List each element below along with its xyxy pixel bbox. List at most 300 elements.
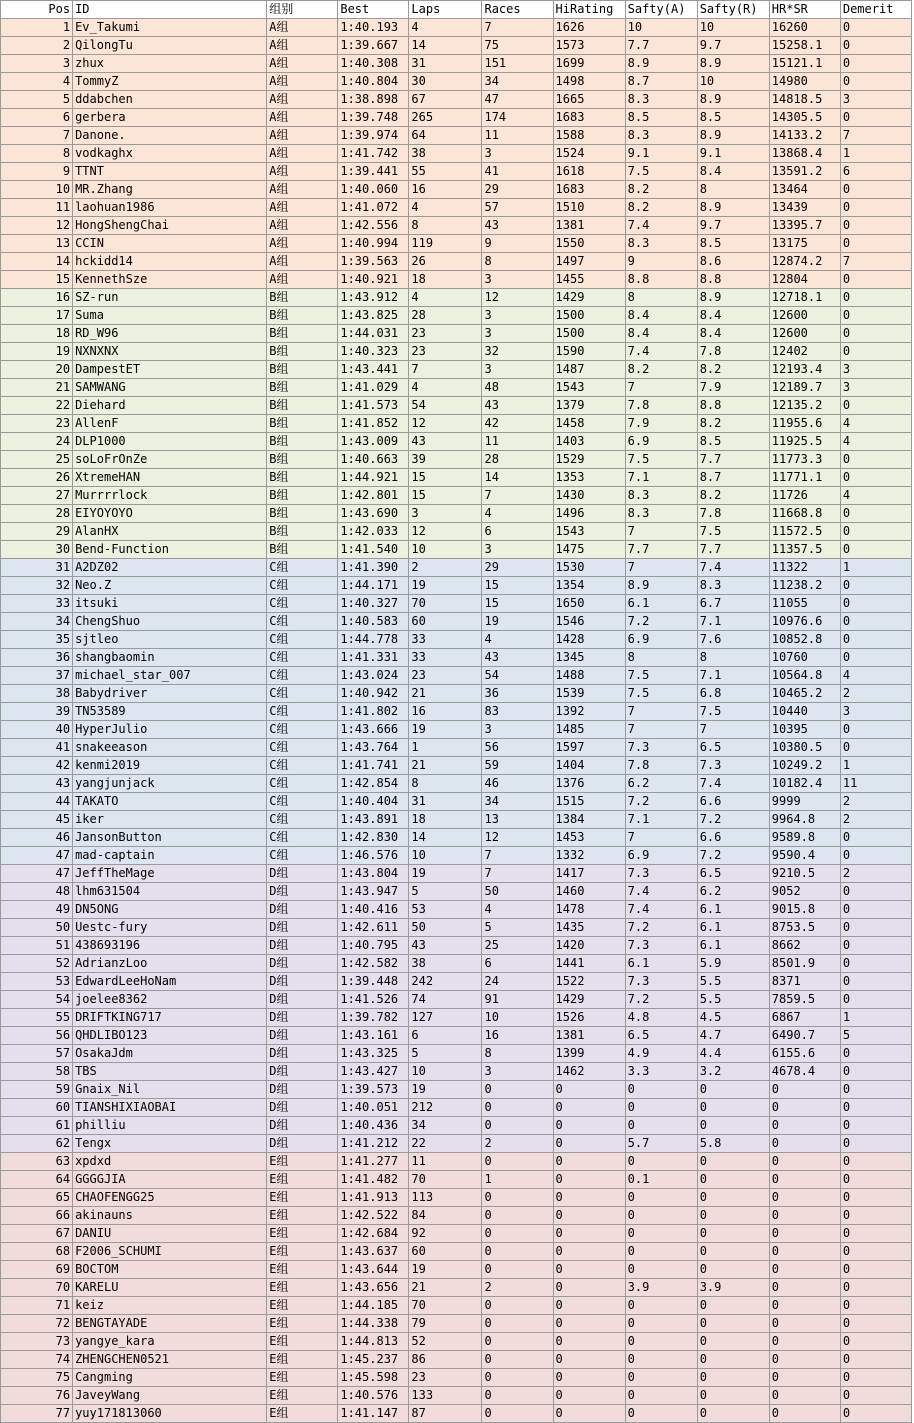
laps-cell[interactable]: 38 (409, 145, 482, 163)
hirating-cell[interactable]: 1573 (553, 37, 625, 55)
hirating-cell[interactable]: 1399 (553, 1045, 625, 1063)
best-cell[interactable]: 1:41.802 (338, 703, 409, 721)
hirating-cell[interactable]: 0 (553, 1315, 625, 1333)
group-cell[interactable]: A组 (267, 163, 338, 181)
pos-cell[interactable]: 53 (1, 973, 73, 991)
group-cell[interactable]: B组 (267, 289, 338, 307)
hirating-cell[interactable]: 1665 (553, 91, 625, 109)
races-cell[interactable]: 8 (482, 1045, 553, 1063)
id-cell[interactable]: TN53589 (73, 703, 267, 721)
demerit-cell[interactable]: 0 (840, 991, 911, 1009)
laps-cell[interactable]: 2 (409, 559, 482, 577)
best-cell[interactable]: 1:43.644 (338, 1261, 409, 1279)
races-cell[interactable]: 0 (482, 1225, 553, 1243)
hirating-cell[interactable]: 1332 (553, 847, 625, 865)
safety-a-cell[interactable]: 0 (625, 1207, 697, 1225)
id-cell[interactable]: TommyZ (73, 73, 267, 91)
pos-cell[interactable]: 64 (1, 1171, 73, 1189)
hirating-cell[interactable]: 0 (553, 1297, 625, 1315)
hirating-cell[interactable]: 1430 (553, 487, 625, 505)
safety-a-cell[interactable]: 0 (625, 1243, 697, 1261)
laps-cell[interactable]: 113 (409, 1189, 482, 1207)
group-cell[interactable]: E组 (267, 1315, 338, 1333)
id-cell[interactable]: AlanHX (73, 523, 267, 541)
best-cell[interactable]: 1:43.891 (338, 811, 409, 829)
safety-a-cell[interactable]: 6.9 (625, 631, 697, 649)
group-cell[interactable]: C组 (267, 595, 338, 613)
laps-cell[interactable]: 23 (409, 343, 482, 361)
races-cell[interactable]: 0 (482, 1261, 553, 1279)
best-cell[interactable]: 1:43.947 (338, 883, 409, 901)
best-cell[interactable]: 1:43.764 (338, 739, 409, 757)
pos-cell[interactable]: 17 (1, 307, 73, 325)
best-cell[interactable]: 1:43.024 (338, 667, 409, 685)
pos-cell[interactable]: 4 (1, 73, 73, 91)
pos-cell[interactable]: 61 (1, 1117, 73, 1135)
demerit-cell[interactable]: 0 (840, 1405, 911, 1423)
hr-sr-cell[interactable]: 0 (769, 1117, 840, 1135)
pos-cell[interactable]: 47 (1, 865, 73, 883)
safety-a-cell[interactable]: 7.8 (625, 397, 697, 415)
laps-cell[interactable]: 43 (409, 433, 482, 451)
safety-a-cell[interactable]: 8.3 (625, 487, 697, 505)
hr-sr-cell[interactable]: 9015.8 (769, 901, 840, 919)
demerit-cell[interactable]: 4 (840, 415, 911, 433)
safety-a-cell[interactable]: 7.2 (625, 991, 697, 1009)
safety-a-cell[interactable]: 8.2 (625, 361, 697, 379)
best-cell[interactable]: 1:41.741 (338, 757, 409, 775)
laps-cell[interactable]: 8 (409, 775, 482, 793)
laps-cell[interactable]: 70 (409, 595, 482, 613)
hirating-cell[interactable]: 1588 (553, 127, 625, 145)
pos-cell[interactable]: 33 (1, 595, 73, 613)
demerit-cell[interactable]: 0 (840, 973, 911, 991)
best-cell[interactable]: 1:40.921 (338, 271, 409, 289)
hirating-cell[interactable]: 1392 (553, 703, 625, 721)
laps-cell[interactable]: 92 (409, 1225, 482, 1243)
pos-cell[interactable]: 24 (1, 433, 73, 451)
laps-cell[interactable]: 16 (409, 703, 482, 721)
safety-a-cell[interactable]: 7.2 (625, 919, 697, 937)
safety-r-cell[interactable]: 8.7 (697, 469, 769, 487)
pos-cell[interactable]: 58 (1, 1063, 73, 1081)
group-cell[interactable]: A组 (267, 235, 338, 253)
laps-cell[interactable]: 8 (409, 217, 482, 235)
group-cell[interactable]: C组 (267, 667, 338, 685)
laps-cell[interactable]: 33 (409, 649, 482, 667)
id-cell[interactable]: AdrianzLoo (73, 955, 267, 973)
best-cell[interactable]: 1:43.637 (338, 1243, 409, 1261)
best-cell[interactable]: 1:42.556 (338, 217, 409, 235)
id-cell[interactable]: itsuki (73, 595, 267, 613)
safety-a-cell[interactable]: 6.5 (625, 1027, 697, 1045)
group-cell[interactable]: C组 (267, 685, 338, 703)
id-cell[interactable]: F2006_SCHUMI (73, 1243, 267, 1261)
best-cell[interactable]: 1:40.404 (338, 793, 409, 811)
laps-cell[interactable]: 12 (409, 415, 482, 433)
hr-sr-cell[interactable]: 0 (769, 1297, 840, 1315)
demerit-cell[interactable]: 0 (840, 1333, 911, 1351)
best-cell[interactable]: 1:40.416 (338, 901, 409, 919)
demerit-cell[interactable]: 0 (840, 1207, 911, 1225)
safety-r-cell[interactable]: 0 (697, 1207, 769, 1225)
safety-r-cell[interactable]: 7.7 (697, 451, 769, 469)
safety-r-cell[interactable]: 8.3 (697, 577, 769, 595)
id-cell[interactable]: A2DZ02 (73, 559, 267, 577)
id-cell[interactable]: lhm631504 (73, 883, 267, 901)
hirating-cell[interactable]: 1441 (553, 955, 625, 973)
races-cell[interactable]: 0 (482, 1387, 553, 1405)
laps-cell[interactable]: 10 (409, 541, 482, 559)
safety-a-cell[interactable]: 3.3 (625, 1063, 697, 1081)
hr-sr-cell[interactable]: 13439 (769, 199, 840, 217)
laps-cell[interactable]: 15 (409, 469, 482, 487)
hr-sr-cell[interactable]: 6155.6 (769, 1045, 840, 1063)
safety-r-cell[interactable]: 7.2 (697, 847, 769, 865)
safety-a-cell[interactable]: 0 (625, 1369, 697, 1387)
races-cell[interactable]: 9 (482, 235, 553, 253)
safety-a-cell[interactable]: 7 (625, 523, 697, 541)
races-cell[interactable]: 91 (482, 991, 553, 1009)
safety-r-cell[interactable]: 8.8 (697, 271, 769, 289)
races-cell[interactable]: 24 (482, 973, 553, 991)
safety-r-cell[interactable]: 6.1 (697, 901, 769, 919)
safety-a-cell[interactable]: 8.7 (625, 73, 697, 91)
id-cell[interactable]: 438693196 (73, 937, 267, 955)
laps-cell[interactable]: 30 (409, 73, 482, 91)
hr-sr-cell[interactable]: 6867 (769, 1009, 840, 1027)
safety-a-cell[interactable]: 10 (625, 19, 697, 37)
safety-r-cell[interactable]: 7.5 (697, 523, 769, 541)
laps-cell[interactable]: 3 (409, 505, 482, 523)
id-cell[interactable]: keiz (73, 1297, 267, 1315)
hr-sr-cell[interactable]: 9210.5 (769, 865, 840, 883)
demerit-cell[interactable]: 6 (840, 163, 911, 181)
best-cell[interactable]: 1:40.804 (338, 73, 409, 91)
races-cell[interactable]: 41 (482, 163, 553, 181)
races-cell[interactable]: 43 (482, 217, 553, 235)
races-cell[interactable]: 0 (482, 1081, 553, 1099)
group-cell[interactable]: A组 (267, 271, 338, 289)
demerit-cell[interactable]: 0 (840, 505, 911, 523)
id-cell[interactable]: philliu (73, 1117, 267, 1135)
demerit-cell[interactable]: 0 (840, 955, 911, 973)
group-cell[interactable]: B组 (267, 523, 338, 541)
id-cell[interactable]: yangye_kara (73, 1333, 267, 1351)
hr-sr-cell[interactable]: 12402 (769, 343, 840, 361)
pos-cell[interactable]: 71 (1, 1297, 73, 1315)
pos-cell[interactable]: 10 (1, 181, 73, 199)
group-cell[interactable]: B组 (267, 451, 338, 469)
hr-sr-cell[interactable]: 12874.2 (769, 253, 840, 271)
races-cell[interactable]: 151 (482, 55, 553, 73)
pos-cell[interactable]: 18 (1, 325, 73, 343)
group-cell[interactable]: C组 (267, 613, 338, 631)
pos-cell[interactable]: 34 (1, 613, 73, 631)
best-cell[interactable]: 1:40.663 (338, 451, 409, 469)
races-cell[interactable]: 3 (482, 307, 553, 325)
safety-a-cell[interactable]: 8.9 (625, 55, 697, 73)
hirating-cell[interactable]: 1529 (553, 451, 625, 469)
pos-cell[interactable]: 59 (1, 1081, 73, 1099)
safety-r-cell[interactable]: 9.7 (697, 217, 769, 235)
safety-a-cell[interactable]: 7.3 (625, 973, 697, 991)
best-cell[interactable]: 1:40.994 (338, 235, 409, 253)
hr-sr-cell[interactable]: 0 (769, 1135, 840, 1153)
group-cell[interactable]: A组 (267, 253, 338, 271)
demerit-cell[interactable]: 0 (840, 1369, 911, 1387)
id-cell[interactable]: BOCTOM (73, 1261, 267, 1279)
pos-cell[interactable]: 3 (1, 55, 73, 73)
safety-a-cell[interactable]: 7.1 (625, 811, 697, 829)
pos-cell[interactable]: 11 (1, 199, 73, 217)
safety-r-cell[interactable]: 6.5 (697, 739, 769, 757)
group-cell[interactable]: D组 (267, 991, 338, 1009)
best-cell[interactable]: 1:44.813 (338, 1333, 409, 1351)
group-cell[interactable]: E组 (267, 1207, 338, 1225)
races-cell[interactable]: 15 (482, 577, 553, 595)
group-cell[interactable]: E组 (267, 1153, 338, 1171)
demerit-cell[interactable]: 0 (840, 199, 911, 217)
safety-r-cell[interactable]: 7 (697, 721, 769, 739)
safety-r-cell[interactable]: 5.9 (697, 955, 769, 973)
safety-a-cell[interactable]: 7.4 (625, 217, 697, 235)
pos-cell[interactable]: 66 (1, 1207, 73, 1225)
id-cell[interactable]: DRIFTKING717 (73, 1009, 267, 1027)
demerit-cell[interactable]: 3 (840, 91, 911, 109)
hr-sr-cell[interactable]: 11726 (769, 487, 840, 505)
demerit-cell[interactable]: 4 (840, 433, 911, 451)
id-cell[interactable]: Tengx (73, 1135, 267, 1153)
group-cell[interactable]: D组 (267, 973, 338, 991)
hirating-cell[interactable]: 0 (553, 1387, 625, 1405)
demerit-cell[interactable]: 0 (840, 37, 911, 55)
races-cell[interactable]: 0 (482, 1315, 553, 1333)
best-cell[interactable]: 1:46.576 (338, 847, 409, 865)
demerit-cell[interactable]: 0 (840, 325, 911, 343)
hr-sr-cell[interactable]: 8501.9 (769, 955, 840, 973)
demerit-cell[interactable]: 0 (840, 1099, 911, 1117)
group-cell[interactable]: C组 (267, 631, 338, 649)
laps-cell[interactable]: 23 (409, 667, 482, 685)
best-cell[interactable]: 1:44.171 (338, 577, 409, 595)
hr-sr-cell[interactable]: 15258.1 (769, 37, 840, 55)
laps-cell[interactable]: 242 (409, 973, 482, 991)
demerit-cell[interactable]: 0 (840, 451, 911, 469)
demerit-cell[interactable]: 0 (840, 1171, 911, 1189)
laps-cell[interactable]: 23 (409, 1369, 482, 1387)
group-cell[interactable]: B组 (267, 397, 338, 415)
hirating-cell[interactable]: 1455 (553, 271, 625, 289)
best-cell[interactable]: 1:40.051 (338, 1099, 409, 1117)
safety-r-cell[interactable]: 8 (697, 181, 769, 199)
laps-cell[interactable]: 14 (409, 37, 482, 55)
hirating-cell[interactable]: 1699 (553, 55, 625, 73)
best-cell[interactable]: 1:39.563 (338, 253, 409, 271)
id-cell[interactable]: Uestc-fury (73, 919, 267, 937)
id-cell[interactable]: TBS (73, 1063, 267, 1081)
id-cell[interactable]: JansonButton (73, 829, 267, 847)
safety-a-cell[interactable]: 6.2 (625, 775, 697, 793)
id-cell[interactable]: DLP1000 (73, 433, 267, 451)
safety-r-cell[interactable]: 7.1 (697, 667, 769, 685)
id-cell[interactable]: CCIN (73, 235, 267, 253)
safety-r-cell[interactable]: 3.2 (697, 1063, 769, 1081)
best-cell[interactable]: 1:44.031 (338, 325, 409, 343)
hr-sr-cell[interactable]: 9589.8 (769, 829, 840, 847)
races-cell[interactable]: 5 (482, 919, 553, 937)
hr-sr-cell[interactable]: 12600 (769, 325, 840, 343)
laps-cell[interactable]: 79 (409, 1315, 482, 1333)
races-cell[interactable]: 0 (482, 1297, 553, 1315)
demerit-cell[interactable]: 0 (840, 1297, 911, 1315)
safety-r-cell[interactable]: 6.7 (697, 595, 769, 613)
safety-a-cell[interactable]: 0 (625, 1297, 697, 1315)
hr-sr-cell[interactable]: 11771.1 (769, 469, 840, 487)
safety-r-cell[interactable]: 0 (697, 1243, 769, 1261)
group-cell[interactable]: C组 (267, 703, 338, 721)
demerit-cell[interactable]: 1 (840, 757, 911, 775)
group-cell[interactable]: D组 (267, 1135, 338, 1153)
safety-a-cell[interactable]: 7.1 (625, 469, 697, 487)
group-cell[interactable]: D组 (267, 955, 338, 973)
laps-cell[interactable]: 54 (409, 397, 482, 415)
hr-sr-cell[interactable]: 7859.5 (769, 991, 840, 1009)
demerit-cell[interactable]: 0 (840, 883, 911, 901)
hirating-cell[interactable]: 1404 (553, 757, 625, 775)
group-cell[interactable]: B组 (267, 415, 338, 433)
laps-cell[interactable]: 31 (409, 55, 482, 73)
id-cell[interactable]: QilongTu (73, 37, 267, 55)
group-cell[interactable]: B组 (267, 343, 338, 361)
pos-cell[interactable]: 75 (1, 1369, 73, 1387)
safety-r-cell[interactable]: 10 (697, 73, 769, 91)
hr-sr-cell[interactable]: 12189.7 (769, 379, 840, 397)
best-cell[interactable]: 1:40.308 (338, 55, 409, 73)
laps-cell[interactable]: 70 (409, 1171, 482, 1189)
safety-a-cell[interactable]: 0 (625, 1225, 697, 1243)
id-cell[interactable]: snakeeason (73, 739, 267, 757)
races-cell[interactable]: 10 (482, 1009, 553, 1027)
hr-sr-cell[interactable]: 10440 (769, 703, 840, 721)
pos-cell[interactable]: 39 (1, 703, 73, 721)
hirating-cell[interactable]: 1420 (553, 937, 625, 955)
safety-a-cell[interactable]: 7.5 (625, 685, 697, 703)
pos-cell[interactable]: 32 (1, 577, 73, 595)
id-cell[interactable]: akinauns (73, 1207, 267, 1225)
safety-a-cell[interactable]: 7 (625, 559, 697, 577)
pos-cell[interactable]: 26 (1, 469, 73, 487)
hr-sr-cell[interactable]: 10380.5 (769, 739, 840, 757)
pos-cell[interactable]: 40 (1, 721, 73, 739)
id-cell[interactable]: SZ-run (73, 289, 267, 307)
races-cell[interactable]: 0 (482, 1099, 553, 1117)
pos-cell[interactable]: 50 (1, 919, 73, 937)
pos-cell[interactable]: 20 (1, 361, 73, 379)
safety-a-cell[interactable]: 8.4 (625, 325, 697, 343)
column-header-safety-a[interactable]: Safty(A) (625, 1, 697, 19)
best-cell[interactable]: 1:43.427 (338, 1063, 409, 1081)
best-cell[interactable]: 1:39.448 (338, 973, 409, 991)
hr-sr-cell[interactable]: 0 (769, 1261, 840, 1279)
races-cell[interactable]: 8 (482, 253, 553, 271)
races-cell[interactable]: 2 (482, 1279, 553, 1297)
safety-r-cell[interactable]: 8.5 (697, 235, 769, 253)
pos-cell[interactable]: 65 (1, 1189, 73, 1207)
best-cell[interactable]: 1:42.830 (338, 829, 409, 847)
races-cell[interactable]: 6 (482, 523, 553, 541)
hirating-cell[interactable]: 1353 (553, 469, 625, 487)
hr-sr-cell[interactable]: 0 (769, 1189, 840, 1207)
demerit-cell[interactable]: 0 (840, 1117, 911, 1135)
demerit-cell[interactable]: 0 (840, 1243, 911, 1261)
best-cell[interactable]: 1:43.666 (338, 721, 409, 739)
safety-a-cell[interactable]: 8.3 (625, 91, 697, 109)
safety-r-cell[interactable]: 5.8 (697, 1135, 769, 1153)
laps-cell[interactable]: 18 (409, 811, 482, 829)
safety-a-cell[interactable]: 3.9 (625, 1279, 697, 1297)
laps-cell[interactable]: 67 (409, 91, 482, 109)
races-cell[interactable]: 29 (482, 559, 553, 577)
safety-a-cell[interactable]: 4.8 (625, 1009, 697, 1027)
races-cell[interactable]: 25 (482, 937, 553, 955)
safety-r-cell[interactable]: 7.3 (697, 757, 769, 775)
pos-cell[interactable]: 51 (1, 937, 73, 955)
id-cell[interactable]: vodkaghx (73, 145, 267, 163)
group-cell[interactable]: E组 (267, 1243, 338, 1261)
safety-r-cell[interactable]: 8.2 (697, 361, 769, 379)
hr-sr-cell[interactable]: 0 (769, 1099, 840, 1117)
hr-sr-cell[interactable]: 10395 (769, 721, 840, 739)
laps-cell[interactable]: 133 (409, 1387, 482, 1405)
hirating-cell[interactable]: 1487 (553, 361, 625, 379)
safety-r-cell[interactable]: 5.5 (697, 973, 769, 991)
safety-r-cell[interactable]: 9.1 (697, 145, 769, 163)
best-cell[interactable]: 1:42.582 (338, 955, 409, 973)
laps-cell[interactable]: 22 (409, 1135, 482, 1153)
demerit-cell[interactable]: 0 (840, 343, 911, 361)
safety-r-cell[interactable]: 7.4 (697, 559, 769, 577)
hirating-cell[interactable]: 1543 (553, 523, 625, 541)
hirating-cell[interactable]: 0 (553, 1153, 625, 1171)
safety-r-cell[interactable]: 7.1 (697, 613, 769, 631)
hirating-cell[interactable]: 1550 (553, 235, 625, 253)
id-cell[interactable]: Diehard (73, 397, 267, 415)
hirating-cell[interactable]: 1626 (553, 19, 625, 37)
laps-cell[interactable]: 14 (409, 829, 482, 847)
races-cell[interactable]: 75 (482, 37, 553, 55)
hr-sr-cell[interactable]: 15121.1 (769, 55, 840, 73)
id-cell[interactable]: gerbera (73, 109, 267, 127)
group-cell[interactable]: C组 (267, 829, 338, 847)
hr-sr-cell[interactable]: 10465.2 (769, 685, 840, 703)
races-cell[interactable]: 56 (482, 739, 553, 757)
hr-sr-cell[interactable]: 12600 (769, 307, 840, 325)
hr-sr-cell[interactable]: 16260 (769, 19, 840, 37)
best-cell[interactable]: 1:41.147 (338, 1405, 409, 1423)
demerit-cell[interactable]: 2 (840, 793, 911, 811)
hirating-cell[interactable]: 0 (553, 1405, 625, 1423)
hirating-cell[interactable]: 0 (553, 1261, 625, 1279)
safety-r-cell[interactable]: 0 (697, 1117, 769, 1135)
safety-a-cell[interactable]: 8.2 (625, 199, 697, 217)
hr-sr-cell[interactable]: 11055 (769, 595, 840, 613)
best-cell[interactable]: 1:42.684 (338, 1225, 409, 1243)
id-cell[interactable]: ChengShuo (73, 613, 267, 631)
column-header-best[interactable]: Best (338, 1, 409, 19)
group-cell[interactable]: C组 (267, 847, 338, 865)
pos-cell[interactable]: 30 (1, 541, 73, 559)
